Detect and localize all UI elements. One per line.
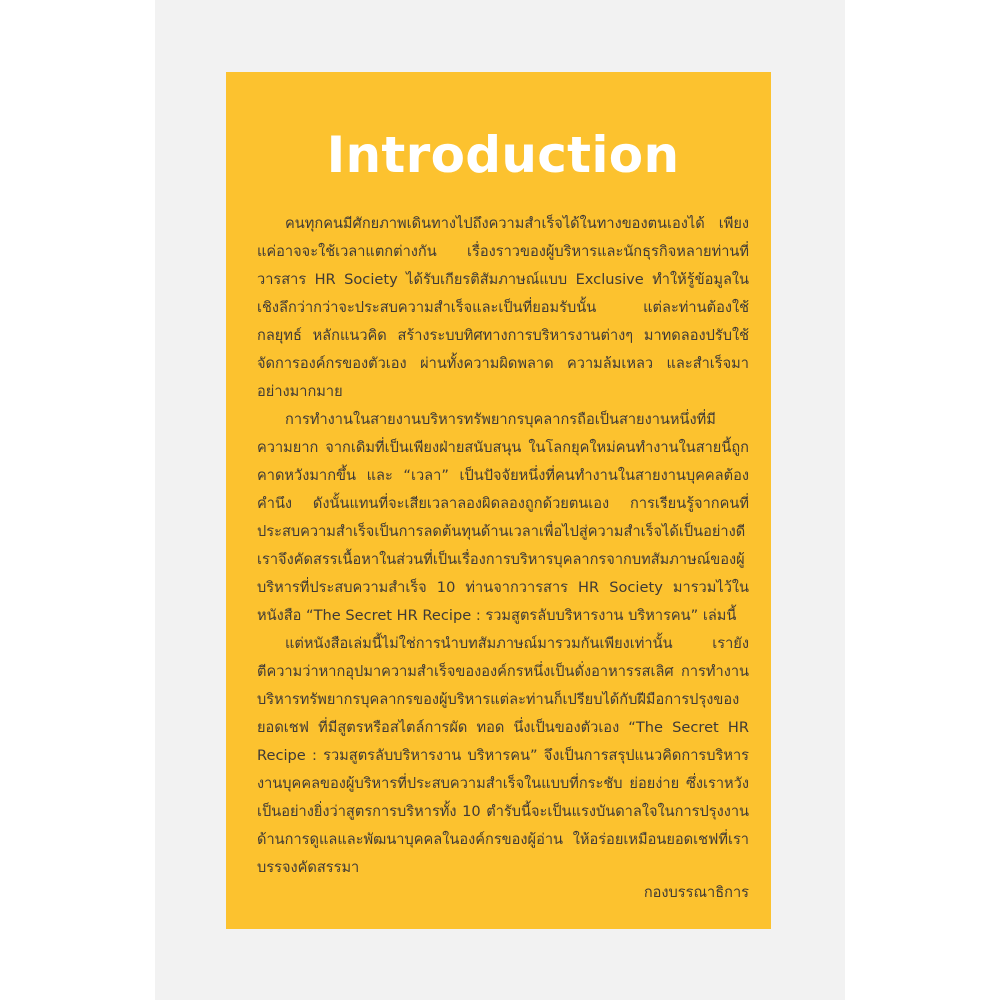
body-text xyxy=(257,210,749,882)
paragraph-2: การทำงานในสายงานบริหารทรัพยากรบุคลากรถือเป็นสายงานหนึ่งที่มีความยาก จากเดิมที่เป็นเพียงฝ่ายสนับสนุน ในโลกยุคใหม่คนทำงานในสายนี้ถูกคาดหวังมากขึ้น และ “เวลา” เป็นปัจจัยหนึ่งที่คนทำงานในสายงานบุคคลต้องคำนึง ดังนั้นแทนที่จะเสียเวลาลองผิดลองถูกด้วยตนเอง การเรียนรู้จากคนที่ประสบความสำเร็จเป็นการลดต้นทุนด้านเวลาเพื่อไปสู่ความสำเร็จได้เป็นอย่างดี เราจึงคัดสรรเนื้อหาในส่วนที่เป็นเรื่องการบริหารบุคลากรจากบทสัมภาษณ์ของผู้บริหารที่ประสบความสำเร็จ 10 ท่านจากวารสาร HR Society มารวมไว้ในหนังสือ “The Secret HR Recipe : รวมสูตรลับบริหารงาน บริหารคน” เล่มนี้ xyxy=(257,411,749,624)
page-title: Introduction xyxy=(326,126,680,184)
paragraph-1: คนทุกคนมีศักยภาพเดินทางไปถึงความสำเร็จได้ในทางของตนเองได้ เพียงแค่อาจจะใช้เวลาแตกต่างกัน เรื่องราวของผู้บริหารและนักธุรกิจหลายท่านที่วารสาร HR Society ได้รับเกียรติสัมภาษณ์แบบ Exclusive ทำให้รู้ข้อมูลในเชิงลึกว่ากว่าจะประสบความสำเร็จและเป็นที่ยอมรับนั้น แต่ละท่านต้องใช้กลยุทธ์ หลักแนวคิด สร้างระบบทิศทางการบริหารงานต่างๆ มาทดลองปรับใช้จัดการองค์กรของตัวเอง ผ่านทั้งความผิดพลาด ความล้มเหลว และสำเร็จมาอย่างมากมาย xyxy=(257,215,749,400)
introduction-panel xyxy=(226,72,771,929)
signature: กองบรรณาธิการ xyxy=(643,884,749,901)
paragraph-3: แต่หนังสือเล่มนี้ไม่ใช่การนำบทสัมภาษณ์มารวมกันเพียงเท่านั้น เรายังตีความว่าหากอุปมาความสำเร็จขององค์กรหนึ่งเป็นดั่งอาหารรสเลิศ การทำงานบริหารทรัพยากรบุคลากรของผู้บริหารแต่ละท่านก็เปรียบได้กับฝีมือการปรุงของยอดเชฟ ที่มีสูตรหรือสไตล์การผัด ทอด นึ่งเป็นของตัวเอง “The Secret HR Recipe : รวมสูตรลับบริหารงาน บริหารคน” จึงเป็นการสรุปแนวคิดการบริหารงานบุคคลของผู้บริหารที่ประสบความสำเร็จในแบบที่กระชับ ย่อยง่าย ซึ่งเราหวังเป็นอย่างยิ่งว่าสูตรการบริหารทั้ง 10 ตำรับนี้จะเป็นแรงบันดาลใจในการปรุงงานด้านการดูแลและพัฒนาบุคคลในองค์กรของผู้อ่าน ให้อร่อยเหมือนยอดเชฟที่เราบรรจงคัดสรรมา xyxy=(257,635,749,876)
